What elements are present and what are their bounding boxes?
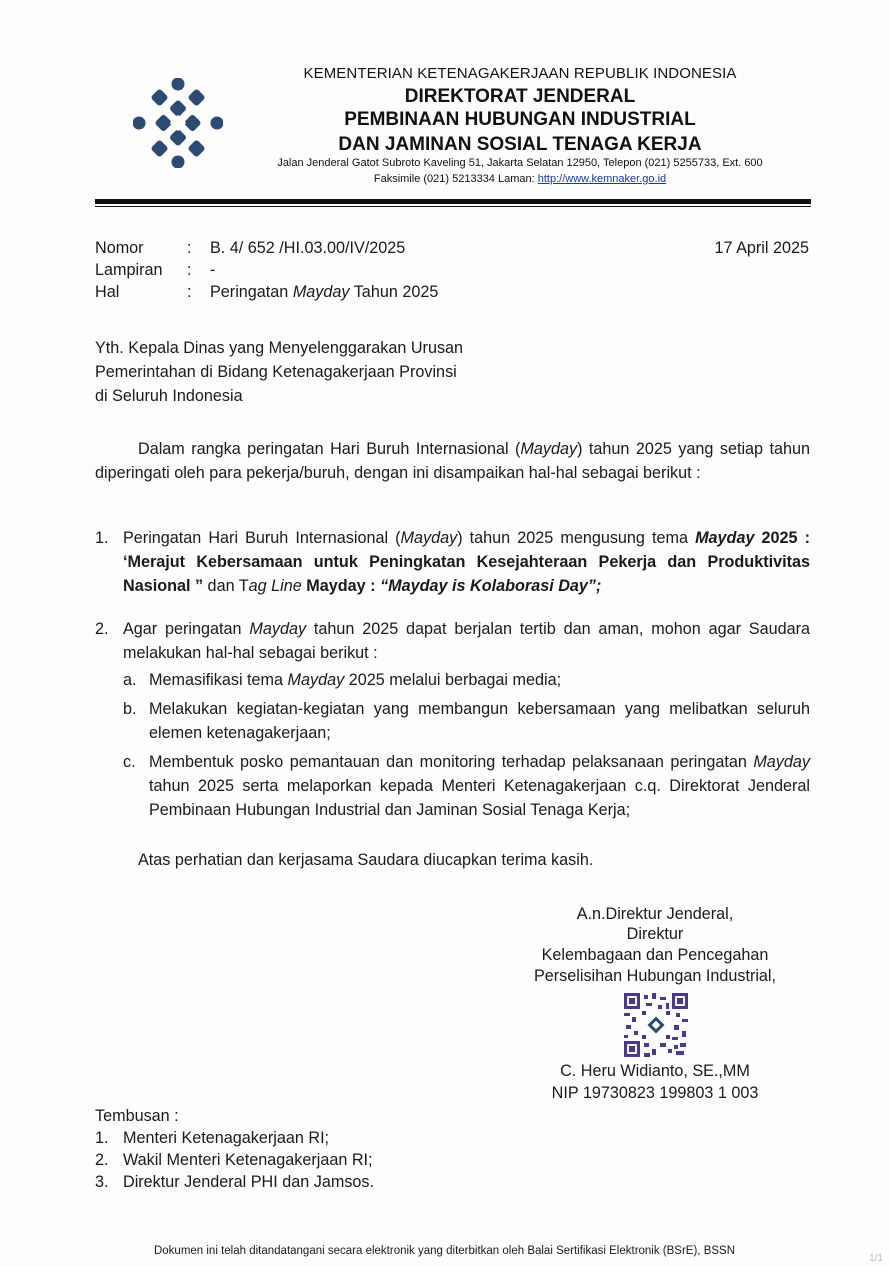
page-number: 1/1 — [869, 1253, 883, 1264]
addressee-line-2: Pemerintahan di Bidang Ketenagakerjaan Provinsi — [95, 363, 457, 381]
item-1-tagline: “Mayday is Kolaborasi Day”; — [380, 577, 602, 595]
sub-a-body — [149, 668, 810, 692]
office-address: Jalan Jenderal Gatot Subroto Kaveling 51, Jakarta Selatan 12950, Telepon (021) 5255733, Ext. 600 — [277, 157, 763, 169]
item-2-text-1: Agar peringatan — [123, 620, 250, 638]
sub-a-letter: a. — [123, 671, 137, 689]
intro-paragraph — [95, 437, 810, 485]
tembusan-number: 3. — [95, 1173, 109, 1191]
item-1-body — [123, 526, 810, 598]
signatory-nip: NIP 19730823 199803 1 003 — [551, 1084, 759, 1102]
sub-a-text-2: 2025 melalui berbagai media; — [344, 671, 562, 689]
lampiran-colon: : — [187, 261, 192, 279]
hal-italic: Mayday — [292, 283, 350, 301]
item-1-text-2: ) tahun 2025 mengusung tema — [457, 529, 696, 547]
letterhead-rule-thick — [95, 199, 811, 204]
letterhead-rule-thin — [95, 206, 811, 207]
addressee-line-3: di Seluruh Indonesia — [95, 387, 243, 405]
tembusan-item: Wakil Menteri Ketenagakerjaan RI; — [123, 1151, 373, 1169]
item-2-body — [123, 617, 810, 665]
website-link[interactable]: http://www.kemnaker.go.id — [537, 173, 667, 185]
item-1-number: 1. — [95, 529, 109, 547]
signature-line-3: Kelembagaan dan Pencegahan — [541, 946, 769, 964]
fax-text: Faksimile (021) 5213334 Laman: — [373, 173, 535, 185]
tembusan-heading: Tembusan : — [95, 1107, 179, 1125]
lampiran-value: - — [210, 261, 216, 279]
item-1-text-1: Peringatan Hari Buruh Internasional ( — [123, 529, 401, 547]
sub-c-italic: Mayday — [753, 753, 810, 771]
hal-value — [210, 280, 438, 304]
e-signature-notice: Dokumen ini telah ditandatangani secara elektronik yang diterbitkan oleh Balai Sertifikasi Elektronik (BSrE), BSSN — [153, 1245, 736, 1257]
tembusan-number: 1. — [95, 1129, 109, 1147]
intro-italic: Mayday — [520, 440, 578, 458]
nomor-colon: : — [187, 239, 192, 257]
hal-colon: : — [187, 283, 192, 301]
hal-prefix: Peringatan — [210, 283, 289, 301]
directorate-line-1: DIREKTORAT JENDERAL — [404, 86, 636, 107]
item-2-number: 2. — [95, 620, 109, 638]
tembusan-item: Direktur Jenderal PHI dan Jamsos. — [123, 1173, 375, 1191]
tembusan-item: Menteri Ketenagakerjaan RI; — [123, 1129, 330, 1147]
qr-code-icon — [624, 993, 688, 1057]
item-1-italic-1: Mayday — [400, 529, 458, 547]
item-1-text-4: : — [365, 577, 381, 595]
directorate-line-2: PEMBINAAN HUBUNGAN INDUSTRIAL — [344, 109, 696, 130]
nomor-value: B. 4/ 652 /HI.03.00/IV/2025 — [210, 239, 406, 257]
sub-c-letter: c. — [123, 753, 136, 771]
item-1-text-3: dan T — [203, 577, 249, 595]
intro-text-2: ) tahun 2025 yang setiap tahun diperingati oleh para pekerja/buruh, dengan ini disampaikan hal-hal sebagai berikut : — [95, 440, 811, 482]
sub-c-text-2: tahun 2025 serta melaporkan kepada Menteri Ketenagakerjaan c.q. Direktorat Jenderal Pembinaan Hubungan Industrial dan Jaminan Sosial Tenaga Kerja; — [149, 777, 810, 819]
signature-line-2: Direktur — [626, 925, 684, 943]
hal-label: Hal — [95, 283, 120, 301]
item-1-italic-2: ag Line — [248, 577, 302, 595]
item-1-bold-2: Mayday — [306, 577, 366, 595]
closing-sentence: Atas perhatian dan kerjasama Saudara diucapkan terima kasih. — [138, 851, 594, 869]
directorate-line-3: DAN JAMINAN SOSIAL TENAGA KERJA — [338, 134, 702, 155]
addressee-line-1: Yth. Kepala Dinas yang Menyelenggarakan Urusan — [95, 339, 464, 357]
sub-c-text-1: Membentuk posko pemantauan dan monitoring terhadap pelaksanaan peringatan — [149, 753, 754, 771]
tembusan-number: 2. — [95, 1151, 109, 1169]
sub-a-text-1: Memasifikasi tema — [149, 671, 288, 689]
intro-text-1: Dalam rangka peringatan Hari Buruh Internasional ( — [138, 440, 521, 458]
sub-b-body: Melakukan kegiatan-kegiatan yang membangun kebersamaan yang melibatkan seluruh elemen ketenagakerjaan; — [149, 700, 810, 742]
signature-line-4: Perselisihan Hubungan Industrial, — [533, 967, 777, 985]
item-2-text-2: tahun 2025 dapat berjalan tertib dan aman, mohon agar Saudara melakukan hal-hal sebagai berikut : — [123, 620, 810, 662]
sub-c-body — [149, 750, 810, 822]
fax-and-website — [200, 173, 840, 185]
item-2-italic: Mayday — [249, 620, 307, 638]
nomor-label: Nomor — [95, 239, 144, 257]
hal-suffix: Tahun 2025 — [353, 283, 439, 301]
lampiran-label: Lampiran — [95, 261, 163, 279]
item-1-bold-italic-1: Mayday — [695, 529, 755, 547]
signatory-name: C. Heru Widianto, SE.,MM — [560, 1062, 750, 1080]
ministry-name: KEMENTERIAN KETENAGAKERJAAN REPUBLIK INDONESIA — [303, 65, 737, 82]
sub-b-letter: b. — [123, 700, 137, 718]
sub-a-italic: Mayday — [287, 671, 345, 689]
letter-date: 17 April 2025 — [714, 239, 809, 257]
signature-line-1: A.n.Direktur Jenderal, — [576, 905, 734, 923]
item-1-theme: 2025 : ‘Merajut Kebersamaan untuk Peningkatan Kesejahteraan Pekerja dan Produktivitas Nasional ” — [123, 529, 811, 595]
addressee-block — [95, 336, 615, 408]
